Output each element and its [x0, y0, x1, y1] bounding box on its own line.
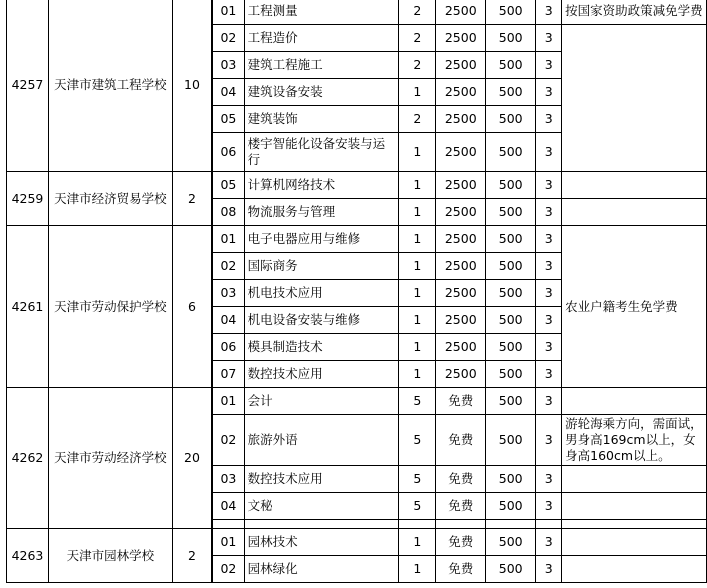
- table-row: [7, 388, 707, 415]
- tuition-cell: 免费: [436, 466, 486, 493]
- major-code-cell: 01: [212, 388, 244, 415]
- major-code-cell: 03: [212, 280, 244, 307]
- major-code-cell: 06: [212, 133, 244, 172]
- tuition-cell: 2500: [436, 199, 486, 226]
- major-code-cell: 01: [212, 0, 244, 25]
- tuition-cell: 2500: [436, 133, 486, 172]
- dorm-fee-cell: 500: [486, 133, 536, 172]
- major-code-cell: 03: [212, 466, 244, 493]
- tuition-cell: 2500: [436, 106, 486, 133]
- major-name-cell: 机电设备安装与维修: [244, 307, 399, 334]
- plan-count-cell: 1: [399, 529, 436, 556]
- tuition-cell: 2500: [436, 361, 486, 388]
- years-cell: 3: [536, 415, 562, 466]
- tuition-cell: 2500: [436, 52, 486, 79]
- major-code-cell: 04: [212, 307, 244, 334]
- school-code-cell: 4261: [7, 226, 49, 388]
- dorm-fee-cell: 500: [486, 493, 536, 520]
- years-cell: 3: [536, 79, 562, 106]
- school-total-cell: 2: [172, 172, 212, 226]
- tuition-cell: 免费: [436, 556, 486, 583]
- years-cell: 3: [536, 0, 562, 25]
- table-row: [7, 172, 707, 199]
- tuition-cell: 2500: [436, 307, 486, 334]
- school-name-cell: 天津市劳动经济学校: [48, 388, 172, 529]
- tuition-cell: 免费: [436, 415, 486, 466]
- major-name-cell: 建筑工程施工: [244, 52, 399, 79]
- note-cell: [562, 520, 707, 529]
- major-name-cell: 工程测量: [244, 0, 399, 25]
- school-code-cell: 4263: [7, 529, 49, 583]
- tuition-cell: 免费: [436, 529, 486, 556]
- major-code-cell: 01: [212, 529, 244, 556]
- note-cell: 按国家资助政策减免学费: [562, 0, 707, 25]
- note-cell: [562, 25, 707, 172]
- school-name-cell: 天津市劳动保护学校: [48, 226, 172, 388]
- years-cell: 3: [536, 466, 562, 493]
- note-cell: [562, 172, 707, 199]
- table-row: [7, 529, 707, 556]
- major-code-cell: 02: [212, 253, 244, 280]
- dorm-fee-cell: 500: [486, 106, 536, 133]
- plan-count-cell: 1: [399, 556, 436, 583]
- tuition-cell: 2500: [436, 253, 486, 280]
- dorm-fee-cell: 500: [486, 79, 536, 106]
- plan-count-cell: 1: [399, 172, 436, 199]
- years-cell: 3: [536, 334, 562, 361]
- plan-count-cell: 5: [399, 493, 436, 520]
- major-code-cell: 05: [212, 106, 244, 133]
- major-name-cell: 楼宇智能化设备安装与运行: [244, 133, 399, 172]
- major-name-cell: 计算机网络技术: [244, 172, 399, 199]
- years-cell: 3: [536, 172, 562, 199]
- tuition-cell: 2500: [436, 25, 486, 52]
- school-total-cell: 2: [172, 529, 212, 583]
- major-name-cell: 园林绿化: [244, 556, 399, 583]
- dorm-fee-cell: 500: [486, 199, 536, 226]
- dorm-fee-cell: 500: [486, 307, 536, 334]
- tuition-cell: 2500: [436, 226, 486, 253]
- years-cell: 3: [536, 388, 562, 415]
- school-name-cell: 天津市建筑工程学校: [48, 0, 172, 172]
- note-cell: [562, 556, 707, 583]
- major-code-cell: 08: [212, 199, 244, 226]
- plan-count-cell: [399, 520, 436, 529]
- plan-count-cell: 2: [399, 106, 436, 133]
- major-name-cell: 模具制造技术: [244, 334, 399, 361]
- years-cell: 3: [536, 52, 562, 79]
- major-code-cell: 06: [212, 334, 244, 361]
- plan-count-cell: 5: [399, 388, 436, 415]
- dorm-fee-cell: 500: [486, 466, 536, 493]
- major-name-cell: 会计: [244, 388, 399, 415]
- dorm-fee-cell: 500: [486, 529, 536, 556]
- years-cell: 3: [536, 106, 562, 133]
- plan-count-cell: 1: [399, 253, 436, 280]
- years-cell: 3: [536, 226, 562, 253]
- plan-count-cell: 1: [399, 280, 436, 307]
- school-total-cell: 10: [172, 0, 212, 172]
- years-cell: 3: [536, 493, 562, 520]
- table-row: [7, 0, 707, 25]
- major-name-cell: 旅游外语: [244, 415, 399, 466]
- note-cell: [562, 493, 707, 520]
- tuition-cell: 免费: [436, 388, 486, 415]
- major-name-cell: 数控技术应用: [244, 361, 399, 388]
- major-name-cell: 建筑设备安装: [244, 79, 399, 106]
- plan-count-cell: 1: [399, 334, 436, 361]
- major-name-cell: 机电技术应用: [244, 280, 399, 307]
- plan-count-cell: 1: [399, 79, 436, 106]
- dorm-fee-cell: 500: [486, 280, 536, 307]
- years-cell: 3: [536, 307, 562, 334]
- major-name-cell: 建筑装饰: [244, 106, 399, 133]
- years-cell: 3: [536, 253, 562, 280]
- major-name-cell: 工程造价: [244, 25, 399, 52]
- major-name-cell: 物流服务与管理: [244, 199, 399, 226]
- plan-count-cell: 1: [399, 307, 436, 334]
- years-cell: 3: [536, 280, 562, 307]
- dorm-fee-cell: 500: [486, 52, 536, 79]
- dorm-fee-cell: 500: [486, 388, 536, 415]
- major-code-cell: [212, 520, 244, 529]
- major-code-cell: 04: [212, 493, 244, 520]
- tuition-cell: 2500: [436, 172, 486, 199]
- plan-count-cell: 2: [399, 52, 436, 79]
- major-name-cell: 电子电器应用与维修: [244, 226, 399, 253]
- major-code-cell: 05: [212, 172, 244, 199]
- tuition-cell: 2500: [436, 79, 486, 106]
- note-cell: [562, 466, 707, 493]
- dorm-fee-cell: 500: [486, 253, 536, 280]
- major-code-cell: 02: [212, 25, 244, 52]
- school-code-cell: 4259: [7, 172, 49, 226]
- dorm-fee-cell: 500: [486, 334, 536, 361]
- major-code-cell: 07: [212, 361, 244, 388]
- major-name-cell: 国际商务: [244, 253, 399, 280]
- plan-count-cell: 2: [399, 0, 436, 25]
- major-code-cell: 04: [212, 79, 244, 106]
- years-cell: 3: [536, 199, 562, 226]
- note-cell: [562, 529, 707, 556]
- major-name-cell: 数控技术应用: [244, 466, 399, 493]
- years-cell: 3: [536, 529, 562, 556]
- years-cell: 3: [536, 25, 562, 52]
- plan-count-cell: 1: [399, 133, 436, 172]
- major-code-cell: 02: [212, 415, 244, 466]
- plan-count-cell: 1: [399, 226, 436, 253]
- note-cell: 农业户籍考生免学费: [562, 226, 707, 388]
- major-name-cell: 文秘: [244, 493, 399, 520]
- note-cell: [562, 199, 707, 226]
- note-cell: 游轮海乘方向，需面试，男身高169cm以上，女身高160cm以上。: [562, 415, 707, 466]
- dorm-fee-cell: 500: [486, 415, 536, 466]
- years-cell: 3: [536, 556, 562, 583]
- tuition-cell: 免费: [436, 493, 486, 520]
- tuition-cell: 2500: [436, 0, 486, 25]
- dorm-fee-cell: 500: [486, 361, 536, 388]
- dorm-fee-cell: 500: [486, 172, 536, 199]
- major-code-cell: 01: [212, 226, 244, 253]
- table-row: [7, 226, 707, 253]
- years-cell: 3: [536, 133, 562, 172]
- major-name-cell: [244, 520, 399, 529]
- school-code-cell: 4262: [7, 388, 49, 529]
- school-code-cell: 4257: [7, 0, 49, 172]
- tuition-cell: 2500: [436, 334, 486, 361]
- dorm-fee-cell: 500: [486, 25, 536, 52]
- dorm-fee-cell: 500: [486, 226, 536, 253]
- major-name-cell: 园林技术: [244, 529, 399, 556]
- tuition-cell: 2500: [436, 280, 486, 307]
- school-name-cell: 天津市经济贸易学校: [48, 172, 172, 226]
- major-code-cell: 02: [212, 556, 244, 583]
- major-code-cell: 03: [212, 52, 244, 79]
- tuition-cell: [436, 520, 486, 529]
- plan-count-cell: 1: [399, 199, 436, 226]
- plan-count-cell: 5: [399, 415, 436, 466]
- enrollment-plan-table: [6, 0, 707, 583]
- school-total-cell: 20: [172, 388, 212, 529]
- dorm-fee-cell: 500: [486, 0, 536, 25]
- school-total-cell: 6: [172, 226, 212, 388]
- dorm-fee-cell: [486, 520, 536, 529]
- school-name-cell: 天津市园林学校: [48, 529, 172, 583]
- dorm-fee-cell: 500: [486, 556, 536, 583]
- plan-count-cell: 1: [399, 361, 436, 388]
- years-cell: 3: [536, 361, 562, 388]
- note-cell: [562, 388, 707, 415]
- plan-count-cell: 2: [399, 25, 436, 52]
- years-cell: [536, 520, 562, 529]
- plan-count-cell: 5: [399, 466, 436, 493]
